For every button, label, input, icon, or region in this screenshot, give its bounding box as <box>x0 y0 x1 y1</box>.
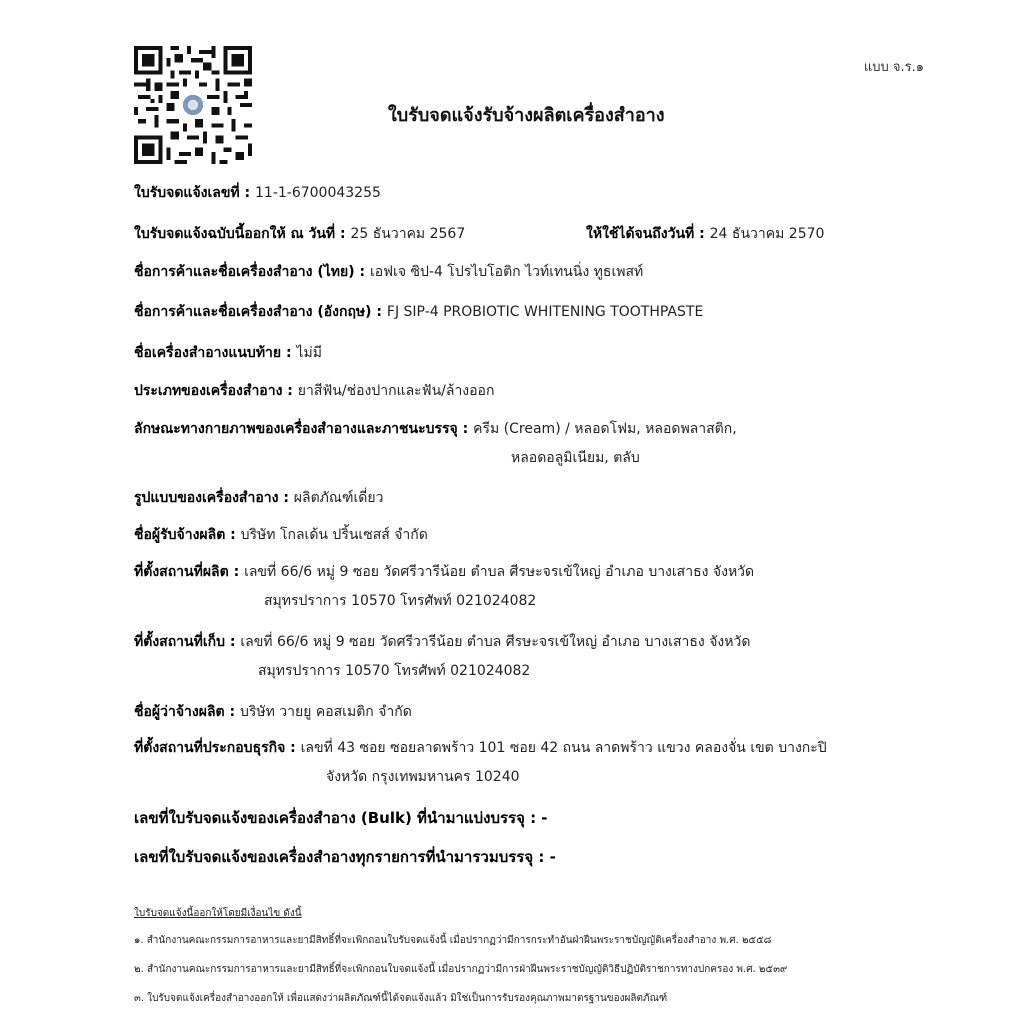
hirer-value: บริษัท วายยู คอสเมติก จำกัด <box>239 704 412 720</box>
business-location-line2: จังหวัด กรุงเทพมหานคร 10240 <box>326 769 520 785</box>
manufacturer-row <box>134 524 428 546</box>
condition-3: ๓. ใบรับจดแจ้งเครื่องสำอางออกให้ เพื่อแสดงว่าผลิตภัณฑ์นี้ได้จดแจ้งแล้ว มิใช่เป็นการรับรองคุณภาพมาตรฐานของผลิตภัณฑ์ <box>134 993 668 1004</box>
name-en-value: FJ SIP-4 PROBIOTIC WHITENING TOOTHPASTE <box>386 304 704 320</box>
bulk-line: เลขที่ใบรับจดแจ้งของเครื่องสำอาง (Bulk) ที่นำมาแบ่งบรรจุ : - <box>134 809 548 827</box>
reg-no-label: ใบรับจดแจ้งเลขที่ : <box>134 185 255 201</box>
all-items-line: เลขที่ใบรับจดแจ้งของเครื่องสำอางทุกรายการที่นำมารวมบรรจุ : - <box>134 848 556 866</box>
attached-value: ไม่มี <box>296 345 322 361</box>
condition-2: ๒. สำนักงานคณะกรรมการอาหารและยามีสิทธิ์ที่จะเพิกถอนใบจดแจ้งนี้ เมื่อปรากฏว่ามีการฝ่าฝืนพระราชบัญญัติวิธีปฏิบัติราชการทางปกครอง พ.ศ. ๒๕๓๙ <box>134 964 788 975</box>
physical-value-line1: ครีม (Cream) / หลอดโฟม, หลอดพลาสติก, <box>473 421 737 437</box>
business-location-label: ที่ตั้งสถานที่ประกอบธุรกิจ : <box>134 740 301 756</box>
form-value: ผลิตภัณฑ์เดี่ยว <box>293 490 384 506</box>
document-title: ใบรับจดแจ้งรับจ้างผลิตเครื่องสำอาง <box>388 105 665 126</box>
mfg-location-line1: เลขที่ 66/6 หมู่ 9 ซอย วัดศรีวารีน้อย ตำบล ศีรษะจรเข้ใหญ่ อำเภอ บางเสาธง จังหวัด <box>244 564 755 580</box>
valid-until-label: ให้ใช้ได้จนถึงวันที่ : <box>586 226 710 242</box>
form-code: แบบ จ.ร.๑ <box>863 60 924 75</box>
hirer-row <box>134 701 412 723</box>
manufacturer-value: บริษัท โกลเด้น ปริ้นเซสส์ จำกัด <box>240 527 428 543</box>
name-en-row <box>134 301 703 323</box>
physical-value-line2: หลอดอลูมิเนียม, ตลับ <box>511 450 640 466</box>
issue-date-row <box>134 223 465 245</box>
hirer-label: ชื่อผู้ว่าจ้างผลิต : <box>134 704 240 720</box>
storage-location-line1: เลขที่ 66/6 หมู่ 9 ซอย วัดศรีวารีน้อย ตำบล ศีรษะจรเข้ใหญ่ อำเภอ บางเสาธง จังหวัด <box>240 634 751 650</box>
type-row <box>134 380 494 402</box>
physical-row <box>134 418 737 440</box>
business-location-row <box>134 737 827 759</box>
mfg-location-label: ที่ตั้งสถานที่ผลิต : <box>134 564 245 580</box>
qr-code <box>134 46 252 164</box>
name-th-row <box>134 261 643 283</box>
name-en-label: ชื่อการค้าและชื่อเครื่องสำอาง (อังกฤษ) : <box>134 304 387 320</box>
name-th-label: ชื่อการค้าและชื่อเครื่องสำอาง (ไทย) : <box>134 264 370 280</box>
issue-date-value: 25 ธันวาคม 2567 <box>350 226 466 242</box>
physical-label: ลักษณะทางกายภาพของเครื่องสำอางและภาชนะบรรจุ : <box>134 421 474 437</box>
form-label: รูปแบบของเครื่องสำอาง : <box>134 490 294 506</box>
conditions-heading: ใบรับจดแจ้งนี้ออกให้โดยมีเงื่อนไข ดังนี้ <box>134 908 302 919</box>
mfg-location-line2: สมุทรปราการ 10570 โทรศัพท์ 021024082 <box>264 593 537 609</box>
business-location-line1: เลขที่ 43 ซอย ซอยลาดพร้าว 101 ซอย 42 ถนน ลาดพร้าว แขวง คลองจั่น เขต บางกะปิ <box>300 740 827 756</box>
type-label: ประเภทของเครื่องสำอาง : <box>134 383 298 399</box>
mfg-location-row <box>134 561 754 583</box>
storage-location-line2: สมุทรปราการ 10570 โทรศัพท์ 021024082 <box>258 663 531 679</box>
attached-label: ชื่อเครื่องสำอางแนบท้าย : <box>134 345 297 361</box>
issue-date-label: ใบรับจดแจ้งฉบับนี้ออกให้ ณ วันที่ : <box>134 226 351 242</box>
reg-no-row <box>134 182 381 204</box>
storage-location-row <box>134 631 750 653</box>
storage-location-label: ที่ตั้งสถานที่เก็บ : <box>134 634 241 650</box>
manufacturer-label: ชื่อผู้รับจ้างผลิต : <box>134 527 241 543</box>
type-value: ยาสีฟัน/ช่องปากและฟัน/ล้างออก <box>297 383 495 399</box>
reg-no-value: 11-1-6700043255 <box>255 185 381 201</box>
condition-1: ๑. สำนักงานคณะกรรมการอาหารและยามีสิทธิ์ที่จะเพิกถอนใบรับจดแจ้งนี้ เมื่อปรากฏว่ามีการกระทำอันฝ่าฝืนพระราชบัญญัติเครื่องสำอาง พ.ศ. ๒๕๕๘ <box>134 935 772 946</box>
valid-until-row <box>586 223 824 245</box>
form-row <box>134 487 383 509</box>
valid-until-value: 24 ธันวาคม 2570 <box>709 226 825 242</box>
attached-row <box>134 342 322 364</box>
name-th-value: เอฟเจ ซิป-4 โปรไบโอติก ไวท์เทนนิ่ง ทูธเพสท์ <box>369 264 644 280</box>
